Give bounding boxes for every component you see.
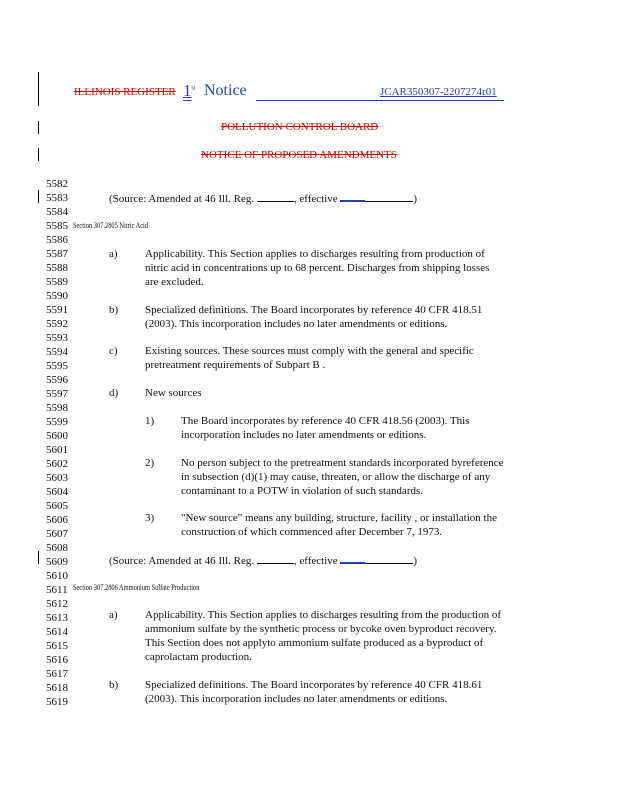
subitem-text: contaminant to a POTW in violation of such standards. [181,485,424,497]
subitem-label: 1) [145,415,155,427]
item-label: d) [109,387,119,399]
line-number: 5587 [46,248,68,260]
line-number: 5604 [46,486,68,498]
item-text: ammonium sulfate by the synthetic process or bycoke oven byproduct recovery. [145,623,497,635]
item-text: Specialized definitions. The Board incorporates by reference 40 CFR 418.61 [145,679,483,691]
line-number: 5609 [46,556,68,568]
page-marker [183,81,196,101]
item-label: b) [109,304,119,316]
change-bar [38,148,39,161]
subitem-text: The Board incorporates by reference 40 CFR 418.56 (2003). This [181,415,470,427]
line-number: 5614 [46,626,68,638]
line-number: 5591 [46,304,68,316]
section-heading: Section 307.2805 Nitric Acid [73,221,149,230]
source-text: (Source: Amended at 46 Ill. Reg. [109,555,257,567]
register-blank [257,553,294,564]
line-number: 5594 [46,346,68,358]
page-marker-number: 1 [183,81,192,100]
line-number: 5601 [46,444,68,456]
item-text: caprolactam production. [145,651,252,663]
line-number: 5583 [46,192,68,204]
item-label: b) [109,679,119,691]
register-blank [257,191,294,202]
line-number: 5603 [46,472,68,484]
line-number: 5617 [46,668,68,680]
change-bar [38,72,39,106]
subitem-label: 2) [145,457,155,469]
item-text: nitric acid in concentrations up to 68 percent. Discharges from shipping losses [145,262,490,274]
source-text: (Source: Amended at 46 Ill. Reg. [109,193,257,205]
change-bar [38,121,39,134]
line-number: 5618 [46,682,68,694]
item-text: Applicability. This Section applies to discharges resulting from the production of [145,609,502,621]
line-number: 5595 [46,360,68,372]
subitem-text: in subsection (d)(1) may cause, threaten, or allow the discharge of any [181,471,491,483]
item-text: Existing sources. These sources must comply with the general and specific [145,345,474,357]
item-text: (2003). This incorporation includes no later amendments or editions. [145,693,448,705]
item-text: Specialized definitions. The Board incorporates by reference 40 CFR 418.51 [145,304,483,316]
line-number: 5619 [46,696,68,708]
line-number: 5606 [46,514,68,526]
line-number: 5585 [46,220,68,232]
source-note [109,553,417,568]
notice-type: NOTICE OF PROPOSED AMENDMENTS [201,149,397,161]
line-number: 5607 [46,528,68,540]
source-close: ) [413,555,418,567]
notice-title: Notice [204,82,247,99]
line-number: 5608 [46,542,68,554]
line-number: 5611 [46,584,68,596]
line-number: 5596 [46,374,68,386]
line-number: 5600 [46,430,68,442]
item-text: (2003). This incorporation includes no later amendments or editions. [145,318,448,330]
change-bar [38,551,39,564]
header-rule [256,100,504,101]
page-marker-sup: st [191,85,196,92]
line-number: 5592 [46,318,68,330]
item-text: Applicability. This Section applies to discharges resulting from production of [145,248,485,260]
item-text: are excluded. [145,276,204,288]
board-title: POLLUTION CONTROL BOARD [221,121,379,133]
item-label: a) [109,248,118,260]
effective-blank [340,553,413,564]
line-number: 5610 [46,570,68,582]
line-number: 5599 [46,416,68,428]
line-number: 5586 [46,234,68,246]
line-number: 5613 [46,612,68,624]
change-bar [38,190,39,203]
item-label: a) [109,609,118,621]
register-header: ILLINOIS REGISTER [74,86,176,98]
item-text: This Section does not applyto ammonium sulfate produced as a byproduct of [145,637,484,649]
insertion-mark [340,200,365,202]
line-number: 5598 [46,402,68,414]
item-text: New sources [145,387,202,399]
line-number: 5593 [46,332,68,344]
line-number: 5602 [46,458,68,470]
item-text: pretreatment requirements of Subpart B . [145,359,326,371]
line-number: 5612 [46,598,68,610]
subitem-text: construction of which commenced after December 7, 1973. [181,526,443,538]
source-effective: , effective [293,555,341,567]
line-number: 5597 [46,388,68,400]
line-number: 5582 [46,178,68,190]
source-close: ) [413,193,418,205]
source-effective: , effective [293,193,341,205]
section-heading: Section 307.2806 Ammonium Sulfate Production [73,583,200,592]
line-number: 5589 [46,276,68,288]
subitem-text: incorporation includes no later amendments or editions. [181,429,427,441]
item-label: c) [109,345,118,357]
line-number: 5616 [46,654,68,666]
line-number: 5584 [46,206,68,218]
source-note [109,191,417,206]
effective-blank [340,191,413,202]
subitem-text: "New source" means any building, structure, facility , or installation the [181,512,497,524]
subitem-text: No person subject to the pretreatment standards incorporated byreference [181,457,504,469]
line-number: 5590 [46,290,68,302]
insertion-mark [340,562,365,564]
line-number: 5615 [46,640,68,652]
line-number: 5605 [46,500,68,512]
document-id: JCAR350307-2207274r01 [380,86,497,98]
subitem-label: 3) [145,512,155,524]
line-number: 5588 [46,262,68,274]
